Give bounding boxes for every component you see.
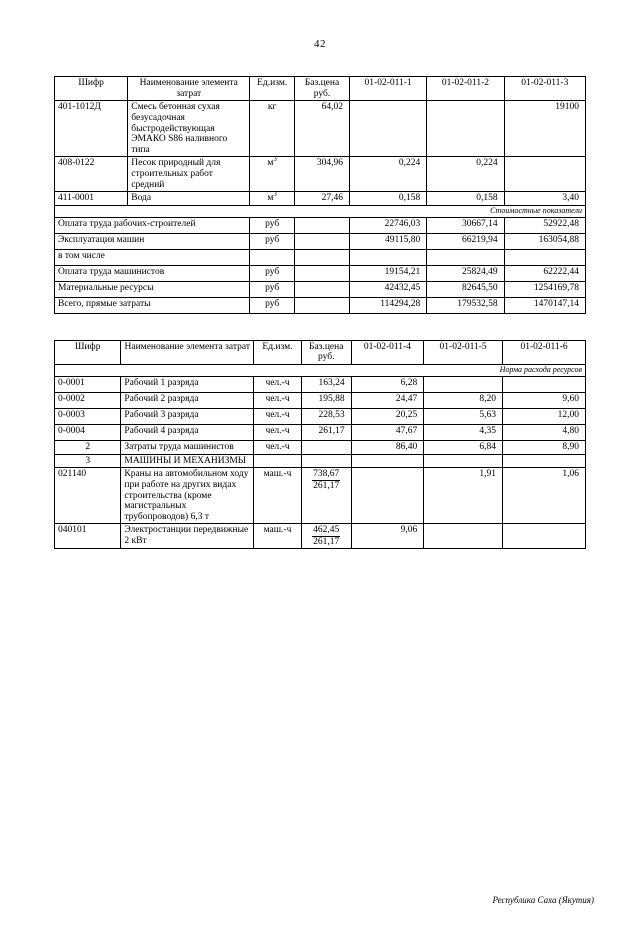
cell-price-fraction	[301, 468, 351, 524]
cell-v2: 4,35	[424, 425, 503, 441]
cost-elements-table-1	[54, 76, 586, 314]
cell-v1: 9,06	[351, 524, 424, 549]
cell-v3: 19100	[504, 101, 585, 157]
table-row	[55, 101, 586, 157]
column-header-unit: Ед.изм.	[250, 77, 295, 101]
column-header-code: Шифр	[55, 77, 128, 101]
cell-unit: чел.-ч	[254, 441, 302, 455]
column-header-v2: 01-02-011-5	[424, 340, 503, 364]
cell-code: 2	[55, 441, 121, 455]
cell-v3	[504, 249, 585, 265]
price-fraction	[312, 469, 340, 491]
cell-unit: маш.-ч	[254, 468, 302, 524]
cell-v2: 0,158	[427, 192, 504, 206]
column-header-v1: 01-02-011-4	[351, 340, 424, 364]
price-numerator: 462,45	[313, 525, 340, 536]
cell-v3: 1254169,78	[504, 281, 585, 297]
table-row	[55, 454, 586, 468]
cell-v2: 6,84	[424, 441, 503, 455]
cell-price	[295, 249, 350, 265]
cost-elements-table-2	[54, 340, 586, 550]
table-row	[55, 340, 586, 364]
table-row	[55, 265, 586, 281]
table-row	[55, 468, 586, 524]
cell-v1: 20,25	[351, 409, 424, 425]
column-header-name: Наименование элемента затрат	[128, 77, 250, 101]
cell-code: 0-0003	[55, 409, 121, 425]
cell-price: 163,24	[301, 377, 351, 393]
column-header-price: Баз.цена руб.	[295, 77, 350, 101]
cell-name: Эксплуатация машин	[55, 233, 250, 249]
cell-code: 0-0001	[55, 377, 121, 393]
cell-v2	[424, 377, 503, 393]
price-denominator: 261,17	[313, 480, 340, 491]
cell-v1: 6,28	[351, 377, 424, 393]
cell-code: 3	[55, 454, 121, 468]
cell-price	[295, 265, 350, 281]
cell-v1: 47,67	[351, 425, 424, 441]
cell-name: МАШИНЫ И МЕХАНИЗМЫ	[121, 454, 254, 468]
cell-price: 64,02	[295, 101, 350, 157]
cell-unit: чел.-ч	[254, 377, 302, 393]
cell-unit	[250, 157, 295, 192]
cell-name: Вода	[128, 192, 250, 206]
cell-v1: 19154,21	[349, 265, 426, 281]
cell-v1: 0,224	[349, 157, 426, 192]
table-row	[55, 77, 586, 101]
cell-name: Песок природный для строительных работ средний	[128, 157, 250, 192]
cell-v1	[349, 101, 426, 157]
cell-price-fraction	[301, 524, 351, 549]
column-header-name: Наименование элемента затрат	[121, 340, 254, 364]
cell-v3: 8,90	[503, 441, 586, 455]
cell-code: 040101	[55, 524, 121, 549]
cell-price: 304,96	[295, 157, 350, 192]
table-row	[55, 524, 586, 549]
table-row	[55, 441, 586, 455]
cell-v1: 42432,45	[349, 281, 426, 297]
cell-v1: 22746,03	[349, 217, 426, 233]
cell-name: в том числе	[55, 249, 250, 265]
cell-v3: 9,60	[503, 393, 586, 409]
table-2-wrapper	[54, 340, 586, 550]
table-row-note	[55, 365, 586, 377]
column-header-unit: Ед.изм.	[254, 340, 302, 364]
cell-unit: руб	[250, 281, 295, 297]
cell-name: Рабочий 2 разряда	[121, 393, 254, 409]
cell-name: Оплата труда рабочих-строителей	[55, 217, 250, 233]
cell-v3: 52922,48	[504, 217, 585, 233]
cell-v2: 25824,49	[427, 265, 504, 281]
table-row	[55, 297, 586, 313]
cell-v3: 62222,44	[504, 265, 585, 281]
cell-unit: маш.-ч	[254, 524, 302, 549]
table-1-wrapper	[54, 76, 586, 314]
cell-v1	[351, 468, 424, 524]
cell-code: 0-0004	[55, 425, 121, 441]
cell-code: 411-0001	[55, 192, 128, 206]
price-denominator: 261,17	[313, 536, 340, 547]
column-header-v3: 01-02-011-6	[503, 340, 586, 364]
cell-name: Рабочий 4 разряда	[121, 425, 254, 441]
cell-v3: 1,06	[503, 468, 586, 524]
cell-code: 021140	[55, 468, 121, 524]
cell-v1: 24,47	[351, 393, 424, 409]
cell-price: 261,17	[301, 425, 351, 441]
column-header-v3: 01-02-011-3	[504, 77, 585, 101]
cell-price	[295, 281, 350, 297]
cell-v2: 5,63	[424, 409, 503, 425]
cell-v1: 49115,80	[349, 233, 426, 249]
cell-price: 195,88	[301, 393, 351, 409]
unit-text: м	[267, 158, 274, 169]
cell-unit	[254, 454, 302, 468]
cell-unit: чел.-ч	[254, 393, 302, 409]
table-row	[55, 192, 586, 206]
table-row	[55, 233, 586, 249]
unit-text: м	[267, 193, 274, 204]
cell-code: 0-0002	[55, 393, 121, 409]
cell-unit: кг	[250, 101, 295, 157]
cell-v1	[349, 249, 426, 265]
cell-v2: 82645,50	[427, 281, 504, 297]
cell-unit: чел.-ч	[254, 409, 302, 425]
unit-exponent: 3	[273, 155, 277, 164]
cell-v3	[503, 454, 586, 468]
cell-v1: 114294,28	[349, 297, 426, 313]
cell-unit: руб	[250, 265, 295, 281]
cell-name: Оплата труда машинистов	[55, 265, 250, 281]
cell-v3: 4,80	[503, 425, 586, 441]
cell-price	[295, 217, 350, 233]
cell-price: 27,46	[295, 192, 350, 206]
table-spacer	[0, 314, 640, 340]
cell-v1	[351, 454, 424, 468]
column-header-v2: 01-02-011-2	[427, 77, 504, 101]
cell-v2	[427, 249, 504, 265]
cell-name: Электростанции передвижные 2 кВт	[121, 524, 254, 549]
column-header-price: Баз.цена руб.	[301, 340, 351, 364]
page-footer: Республика Саха (Якутия)	[492, 895, 594, 905]
cell-v3: 1470147,14	[504, 297, 585, 313]
cell-v1: 0,158	[349, 192, 426, 206]
cell-price: 228,53	[301, 409, 351, 425]
cell-v2: 1,91	[424, 468, 503, 524]
unit-exponent: 3	[273, 190, 277, 199]
cell-name: Смесь бетонная сухая безусадочная быстродействующая ЭМАКО S86 наливного типа	[128, 101, 250, 157]
cell-unit: руб	[250, 217, 295, 233]
cell-v3	[503, 377, 586, 393]
price-numerator: 738,67	[313, 469, 340, 480]
cell-code: 401-1012Д	[55, 101, 128, 157]
cell-v2	[424, 454, 503, 468]
page-number: 42	[314, 38, 326, 50]
cell-v2: 30667,14	[427, 217, 504, 233]
column-header-code: Шифр	[55, 340, 121, 364]
cell-unit: руб	[250, 233, 295, 249]
table-row	[55, 377, 586, 393]
document-page	[0, 38, 640, 943]
cell-v3	[503, 524, 586, 549]
table-row	[55, 157, 586, 192]
cell-v2: 8,20	[424, 393, 503, 409]
table-row	[55, 249, 586, 265]
cell-price	[301, 441, 351, 455]
cell-v3	[504, 157, 585, 192]
column-header-v1: 01-02-011-1	[349, 77, 426, 101]
table-row	[55, 217, 586, 233]
cell-v3: 3,40	[504, 192, 585, 206]
cell-v3: 12,00	[503, 409, 586, 425]
cell-v2: 66219,94	[427, 233, 504, 249]
cell-unit	[250, 249, 295, 265]
cell-name: Всего, прямые затраты	[55, 297, 250, 313]
table-row	[55, 393, 586, 409]
cell-v1: 86,40	[351, 441, 424, 455]
cell-v2: 0,224	[427, 157, 504, 192]
cell-v3: 163054,88	[504, 233, 585, 249]
cell-price	[301, 454, 351, 468]
cell-name: Рабочий 3 разряда	[121, 409, 254, 425]
table-row	[55, 425, 586, 441]
cell-name: Рабочий 1 разряда	[121, 377, 254, 393]
cell-price	[295, 233, 350, 249]
price-fraction	[312, 525, 340, 547]
section-note: Стоимостные показатели	[55, 205, 586, 217]
table-row	[55, 281, 586, 297]
section-note: Норма расхода ресурсов	[55, 365, 586, 377]
table-row	[55, 409, 586, 425]
table-row-note	[55, 205, 586, 217]
cell-v2	[427, 101, 504, 157]
cell-v2	[424, 524, 503, 549]
cell-code: 408-0122	[55, 157, 128, 192]
cell-name: Материальные ресурсы	[55, 281, 250, 297]
cell-unit: руб	[250, 297, 295, 313]
cell-name: Затраты труда машинистов	[121, 441, 254, 455]
cell-price	[295, 297, 350, 313]
cell-unit: чел.-ч	[254, 425, 302, 441]
cell-name: Краны на автомобильном ходу при работе на других видах строительства (кроме магистральных трубопроводов) 6,3 т	[121, 468, 254, 524]
cell-v2: 179532,58	[427, 297, 504, 313]
cell-unit	[250, 192, 295, 206]
